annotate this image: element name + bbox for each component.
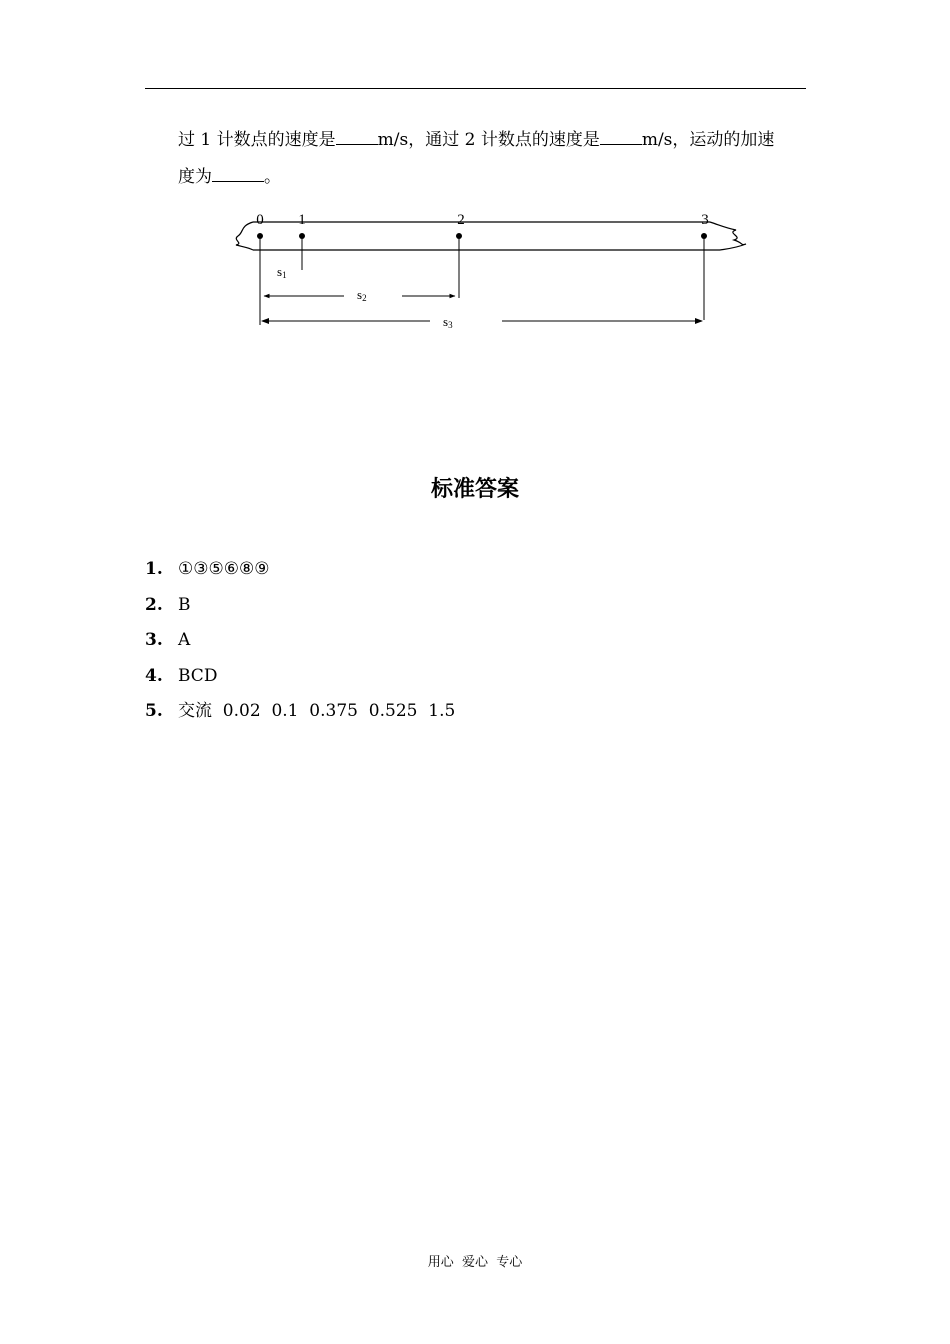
page-footer: 用心 爱心 专心: [427, 1255, 523, 1270]
point-label-1: 1: [298, 212, 306, 228]
segment-label-s1: s1: [277, 264, 287, 280]
answer-text: A: [178, 630, 191, 650]
tape-diagram: [0, 0, 950, 420]
answer-item: [145, 694, 455, 730]
answer-number: 3.: [145, 630, 163, 650]
answer-text: ①③⑤⑥⑧⑨: [178, 559, 270, 579]
answer-number: 1.: [145, 559, 163, 579]
answer-item: [145, 588, 455, 624]
question-text-4: 度为: [178, 167, 212, 187]
point-label-0: 0: [256, 212, 264, 228]
answer-item: [145, 552, 455, 588]
segment-label-s3: s3: [443, 314, 453, 330]
answer-list: [145, 552, 455, 730]
point-label-3: 3: [701, 212, 709, 228]
answer-item: [145, 659, 455, 695]
question-text-1: 过 1 计数点的速度是: [178, 130, 336, 150]
question-text-3: m/s，运动的加速: [641, 130, 775, 150]
answer-number: 5.: [145, 701, 163, 721]
answer-title: 标准答案: [430, 477, 519, 502]
answer-number: 2.: [145, 594, 163, 615]
paper-tape: [236, 222, 746, 250]
point-label-2: 2: [457, 212, 465, 228]
answer-text: B: [178, 594, 191, 615]
question-text-5: 。: [264, 167, 281, 187]
answer-text: BCD: [178, 665, 218, 686]
answer-number: 4.: [145, 665, 163, 686]
count-points: [257, 233, 707, 239]
segment-label-s2: s2: [357, 287, 367, 303]
answer-item: [145, 623, 455, 659]
answer-text: 交流 0.02 0.1 0.375 0.525 1.5: [178, 701, 456, 721]
question-text-2: m/s，通过 2 计数点的速度是: [377, 130, 600, 150]
